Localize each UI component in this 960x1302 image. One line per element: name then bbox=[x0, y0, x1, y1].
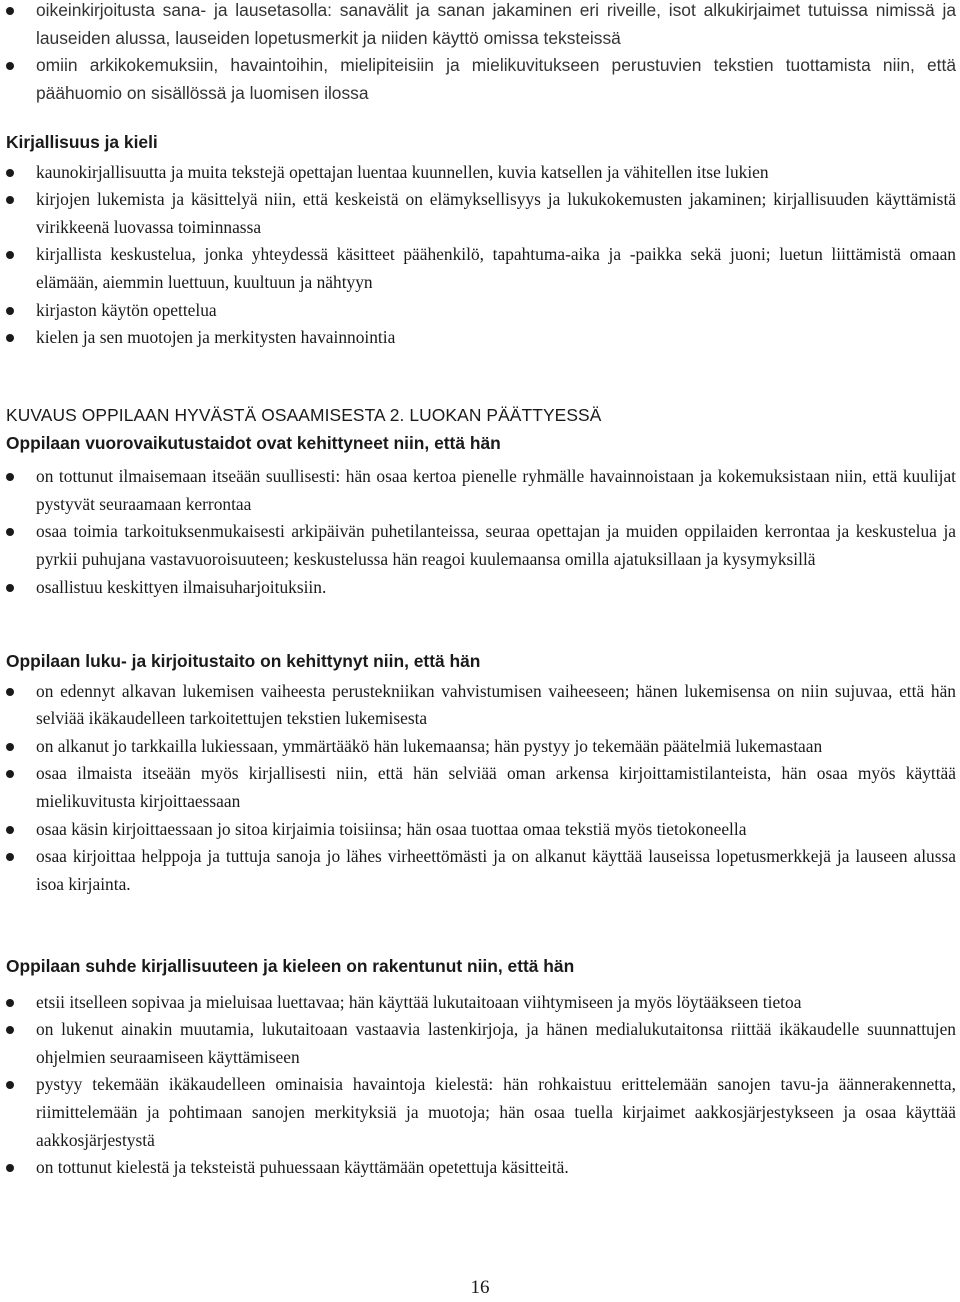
list-item-text: kirjaston käytön opettelua bbox=[36, 299, 217, 320]
page-number: 16 bbox=[470, 1277, 490, 1298]
list-item bbox=[6, 678, 956, 733]
interaction-list bbox=[6, 463, 956, 601]
bullet-icon bbox=[6, 169, 14, 177]
bullet-icon bbox=[6, 1164, 14, 1172]
list-item-text: pystyy tekemään ikäkaudelleen ominaisia havaintoja kielestä: hän rohkaistuu erittelemään sanojen tavu-ja äännerakennetta, riimittelemään ja pohtimaan sanojen merkityksiä ja muotoja; hän osaa tuella kirjaimet aakkosjärjestykseen ja osaa käyttää aakkosjärjestystä bbox=[36, 1074, 956, 1150]
top-list bbox=[6, 0, 956, 107]
list-item-text: osaa käsin kirjoittaessaan jo sitoa kirjaimia toisiinsa; hän osaa tuottaa omaa tekstiä myös tietokoneella bbox=[36, 818, 747, 839]
list-item-text: kirjojen lukemista ja käsittelyä niin, että keskeistä on elämyksellisyys ja lukukokemusten jakaminen; kirjallisuuden käyttämistä virikkeenä luovassa toiminnassa bbox=[36, 189, 956, 237]
list-item bbox=[6, 0, 956, 52]
bullet-icon bbox=[6, 196, 14, 204]
list-item-text: osaa ilmaista itseään myös kirjallisesti niin, että hän selviää oman arkensa kirjoittamistilanteista, hän osaa myös käyttää mielikuvitusta kirjoittaessaan bbox=[36, 763, 956, 811]
list-item bbox=[6, 574, 956, 602]
section-heading: Oppilaan suhde kirjallisuuteen ja kieleen on rakentunut niin, että hän bbox=[6, 956, 575, 976]
list-item bbox=[6, 1016, 956, 1071]
list-item bbox=[6, 186, 956, 241]
literature-list bbox=[6, 159, 956, 352]
list-item bbox=[6, 733, 956, 761]
list-item-text: kielen ja sen muotojen ja merkitysten havainnointia bbox=[36, 327, 396, 348]
bullet-icon bbox=[6, 334, 14, 342]
bullet-icon bbox=[6, 307, 14, 315]
list-item-text: etsii itselleen sopivaa ja mieluisaa luettavaa; hän käyttää lukutaitoaan viihtymiseen ja myös löytääkseen tietoa bbox=[36, 991, 802, 1012]
list-item-text: on tottunut kielestä ja teksteistä puhuessaan käyttämään opetettuja käsitteitä. bbox=[36, 1157, 569, 1178]
list-item-text: osaa kirjoittaa helppoja ja tuttuja sanoja jo lähes virheettömästi ja on alkanut käyttää lauseissa lopetusmerkkejä ja lauseen alussa isoa kirjainta. bbox=[36, 846, 956, 894]
list-item bbox=[6, 324, 956, 352]
section-title: KUVAUS OPPILAAN HYVÄSTÄ OSAAMISESTA 2. LUOKAN PÄÄTTYESSÄ bbox=[6, 405, 602, 425]
list-item-text: omiin arkikokemuksiin, havaintoihin, mielipiteisiin ja mielikuvitukseen perustuvien tekstien tuottamista niin, että päähuomio on sisällössä ja luomisen ilossa bbox=[36, 55, 956, 103]
relation-list bbox=[6, 989, 956, 1182]
list-item bbox=[6, 760, 956, 815]
literature-section bbox=[6, 129, 956, 352]
list-item bbox=[6, 1154, 956, 1182]
list-item bbox=[6, 816, 956, 844]
bullet-icon bbox=[6, 62, 14, 70]
bullet-icon bbox=[6, 251, 14, 259]
section-heading: Kirjallisuus ja kieli bbox=[6, 132, 158, 152]
list-item bbox=[6, 843, 956, 898]
bullet-icon bbox=[6, 528, 14, 536]
list-item-text: osallistuu keskittyen ilmaisuharjoituksiin. bbox=[36, 576, 327, 597]
list-item-text: oikeinkirjoitusta sana- ja lausetasolla: sanavälit ja sanan jakaminen eri riveille, isot alkukirjaimet tutuissa nimissä ja lauseiden alussa, lauseiden lopetusmerkit ja niiden käyttö omissa teksteissä bbox=[36, 0, 956, 48]
bullet-icon bbox=[6, 743, 14, 751]
bullet-icon bbox=[6, 1026, 14, 1034]
list-item bbox=[6, 241, 956, 296]
list-item-text: on alkanut jo tarkkailla lukiessaan, ymmärtääkö hän lukemaansa; hän pystyy jo tekemään päätelmiä lukemastaan bbox=[36, 735, 823, 756]
list-item-text: osaa toimia tarkoituksenmukaisesti arkipäivän puhetilanteissa, seuraa opettajan ja muiden oppilaiden kerrontaa ja keskustelua ja pyrkii puhujana vastavuoroisuuteen; keskustelussa hän reagoi kuulemaansa omilla ajatuksillaan ja kysymyksillä bbox=[36, 521, 956, 569]
list-item bbox=[6, 518, 956, 573]
bullet-icon bbox=[6, 7, 14, 15]
list-item bbox=[6, 463, 956, 518]
bullet-icon bbox=[6, 688, 14, 696]
list-item bbox=[6, 159, 956, 187]
list-item-text: on tottunut ilmaisemaan itseään suullisesti: hän osaa kertoa pienelle ryhmälle havainnoistaan ja kokemuksistaan niin, että kuulijat pystyvät seuraamaan kerrontaa bbox=[36, 466, 956, 514]
reading-list bbox=[6, 678, 956, 899]
bullet-icon bbox=[6, 999, 14, 1007]
bullet-icon bbox=[6, 853, 14, 861]
bullet-icon bbox=[6, 826, 14, 834]
bullet-icon bbox=[6, 584, 14, 592]
section-heading: Oppilaan luku- ja kirjoitustaito on kehittynyt niin, että hän bbox=[6, 651, 481, 671]
list-item-text: on lukenut ainakin muutamia, lukutaitoaan vastaavia lastenkirjoja, ja hänen medialukutaitonsa riittää ikäkaudelle suunnattujen ohjelmien seuraamiseen käyttämiseen bbox=[36, 1019, 956, 1067]
list-item bbox=[6, 1071, 956, 1154]
bullet-icon bbox=[6, 770, 14, 778]
list-item-text: on edennyt alkavan lukemisen vaiheesta perustekniikan vahvistumisen vaiheeseen; hänen lukemisensa on niin sujuvaa, että hän selviää ikäkaudelleen tarkoitettujen tekstien lukemisesta bbox=[36, 680, 956, 729]
reading-section bbox=[6, 648, 956, 898]
list-item-text: kaunokirjallisuutta ja muita tekstejä opettajan luentaa kuunnellen, kuvia katsellen ja vähitellen itse lukien bbox=[36, 161, 769, 182]
section-heading: Oppilaan vuorovaikutustaidot ovat kehittyneet niin, että hän bbox=[6, 432, 501, 453]
list-item bbox=[6, 52, 956, 107]
description-section bbox=[6, 402, 956, 601]
bullet-icon bbox=[6, 1081, 14, 1089]
list-item-text: kirjallista keskustelua, jonka yhteydessä käsitteet päähenkilö, tapahtuma-aika ja -paikka sekä juoni; luetun liittämistä omaan elämään, aiemmin luettuun, kuultuun ja nähtyyn bbox=[36, 244, 956, 292]
bullet-icon bbox=[6, 473, 14, 481]
top-list-block bbox=[6, 0, 956, 107]
list-item bbox=[6, 297, 956, 325]
list-item bbox=[6, 989, 956, 1017]
relation-section bbox=[6, 953, 956, 1182]
